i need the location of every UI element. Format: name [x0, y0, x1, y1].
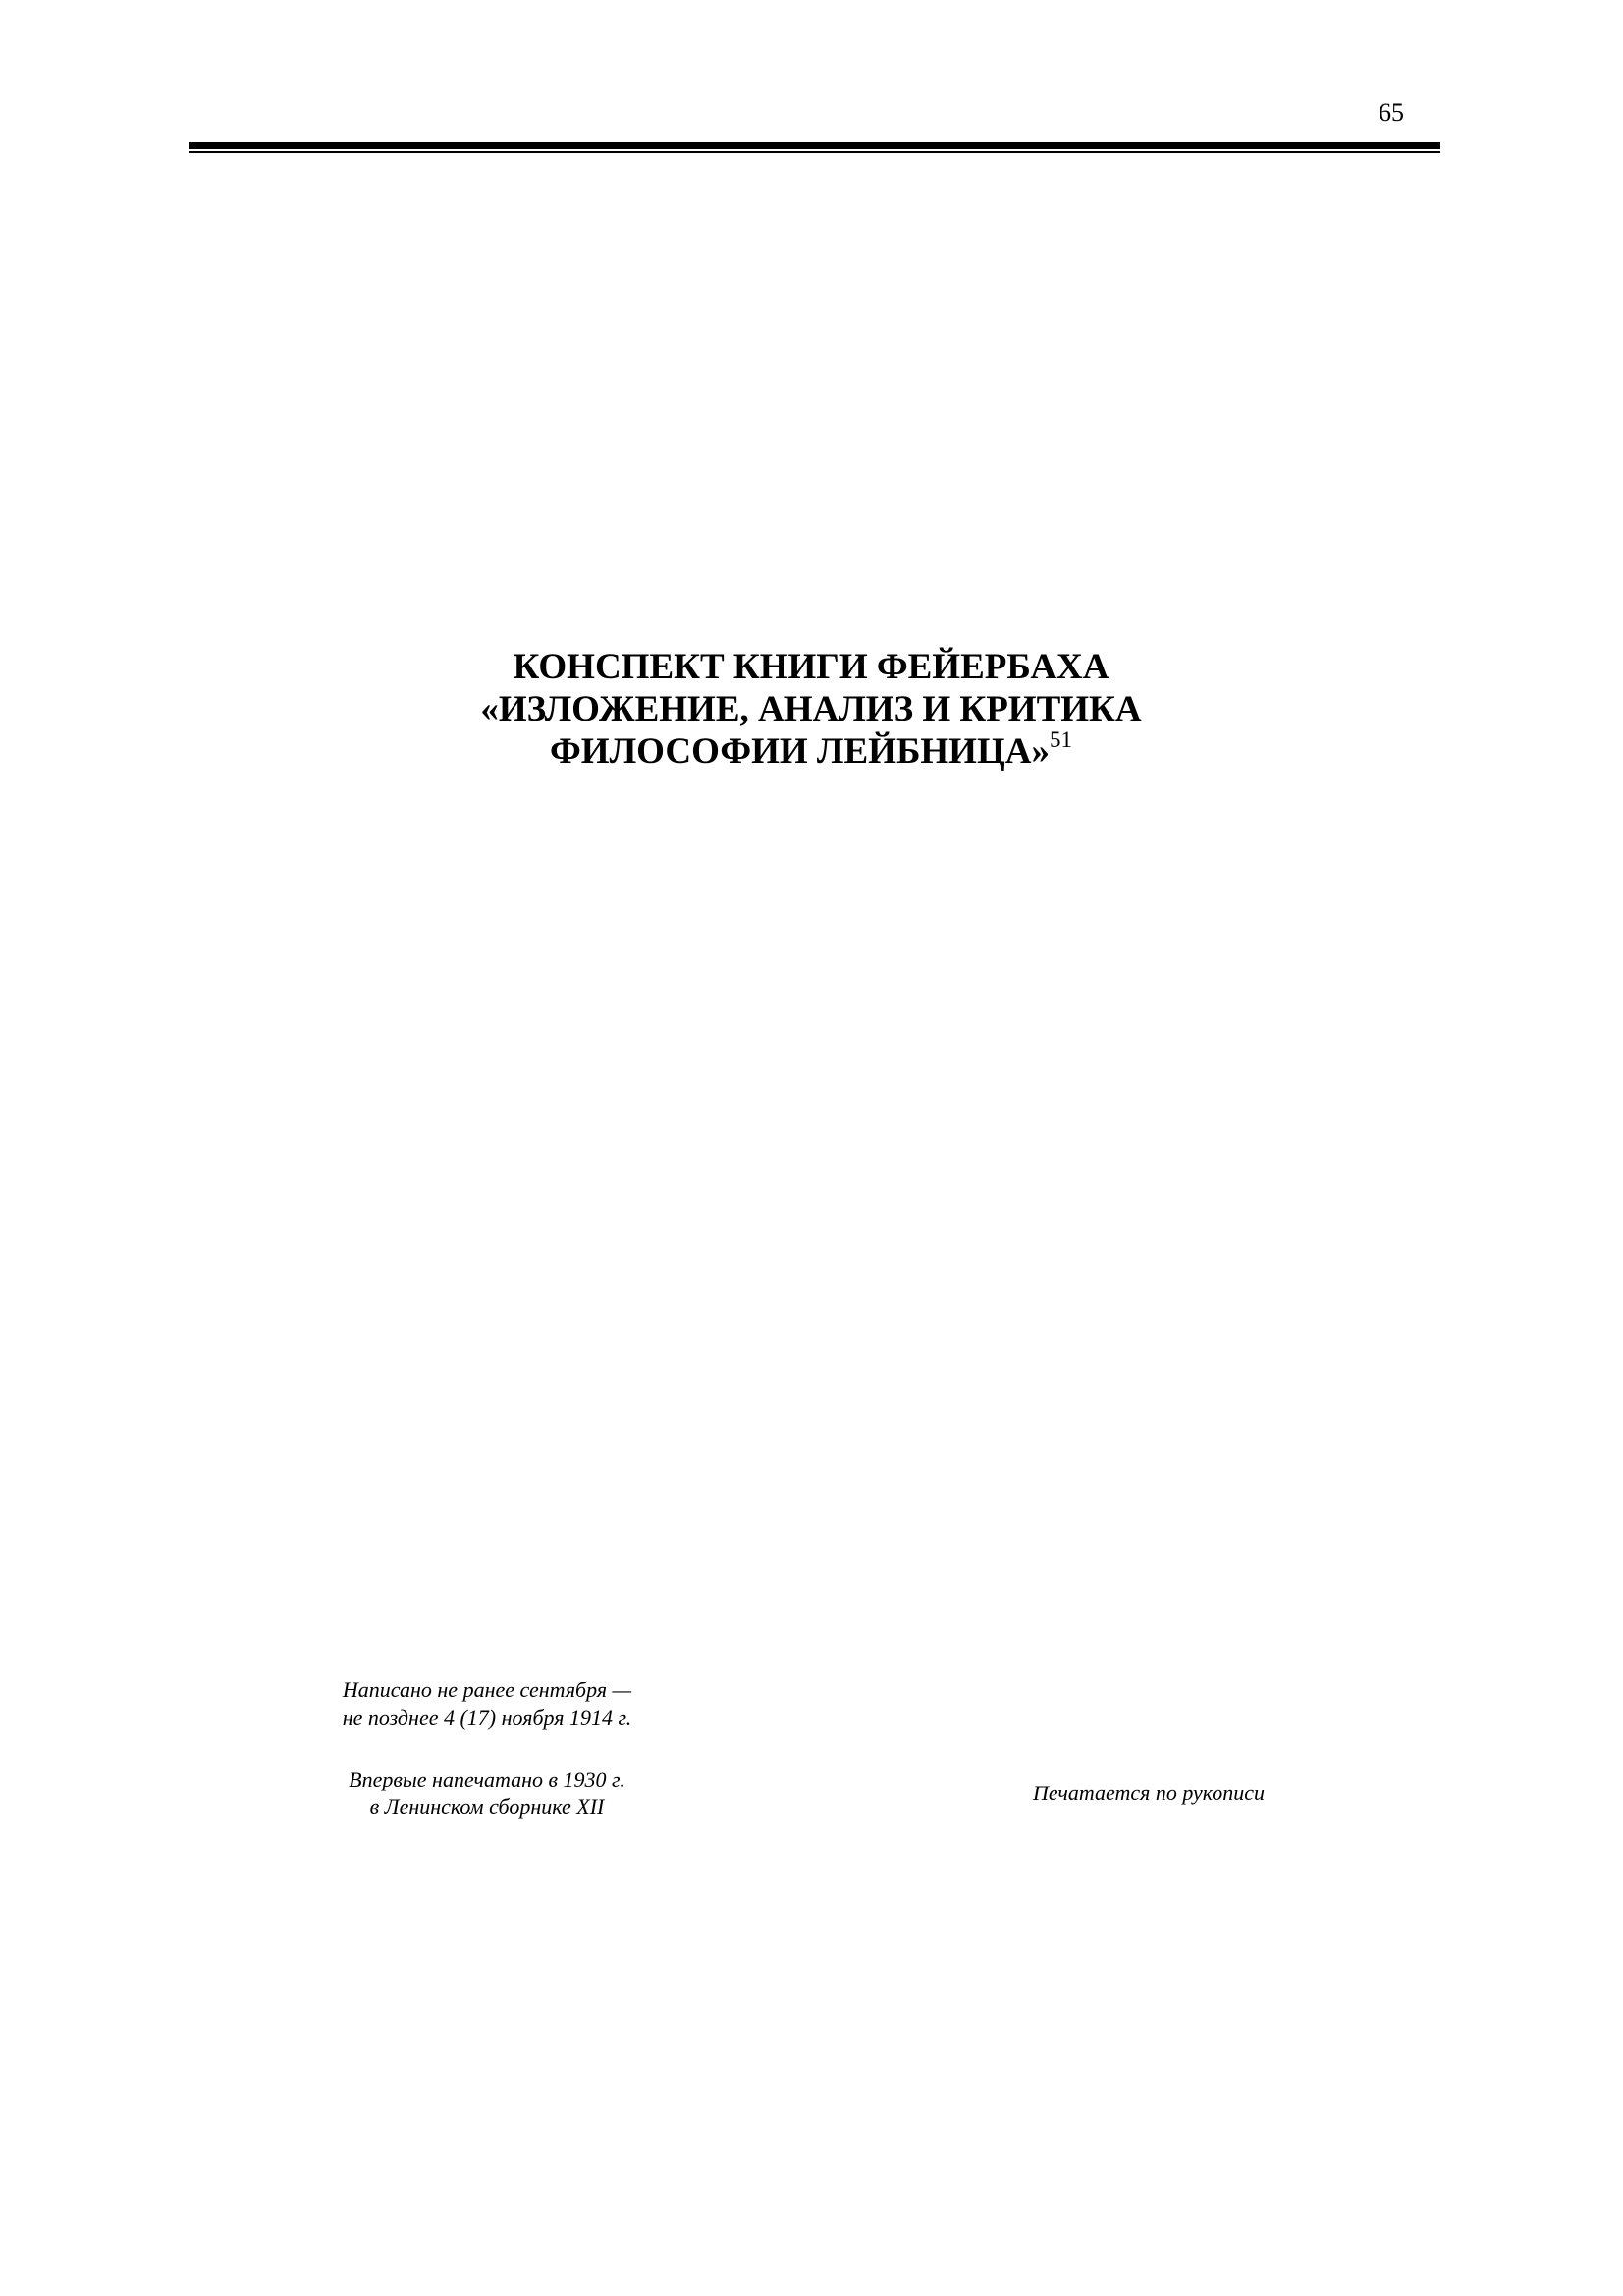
date-written-line-1: Написано не ранее сентября — — [342, 1678, 632, 1702]
first-printed-note — [291, 1766, 683, 1821]
page-number: 65 — [1379, 98, 1404, 127]
chapter-title-line-3 — [320, 727, 1302, 773]
chapter-title — [320, 646, 1302, 773]
footnote-reference: 51 — [1049, 727, 1072, 752]
chapter-title-line-1: КОНСПЕКТ КНИГИ ФЕЙЕРБАХА — [513, 647, 1109, 687]
date-written-line-2: не позднее 4 (17) ноября 1914 г. — [342, 1705, 632, 1730]
header-rule-thin — [189, 151, 1440, 153]
header-rule — [189, 142, 1440, 154]
chapter-title-line-2: «ИЗЛОЖЕНИЕ, АНАЛИЗ И КРИТИКА — [480, 689, 1142, 729]
chapter-title-line-3-text: ФИЛОСОФИИ ЛЕЙБНИЦА» — [550, 731, 1050, 772]
first-printed-line-2: в Ленинском сборнике XII — [369, 1794, 605, 1819]
first-printed-line-1: Впервые напечатано в 1930 г. — [349, 1767, 625, 1791]
printed-from-note: Печатается по рукописи — [1032, 1781, 1266, 1805]
header-rule-thick — [189, 142, 1440, 149]
date-written-note — [291, 1677, 683, 1732]
